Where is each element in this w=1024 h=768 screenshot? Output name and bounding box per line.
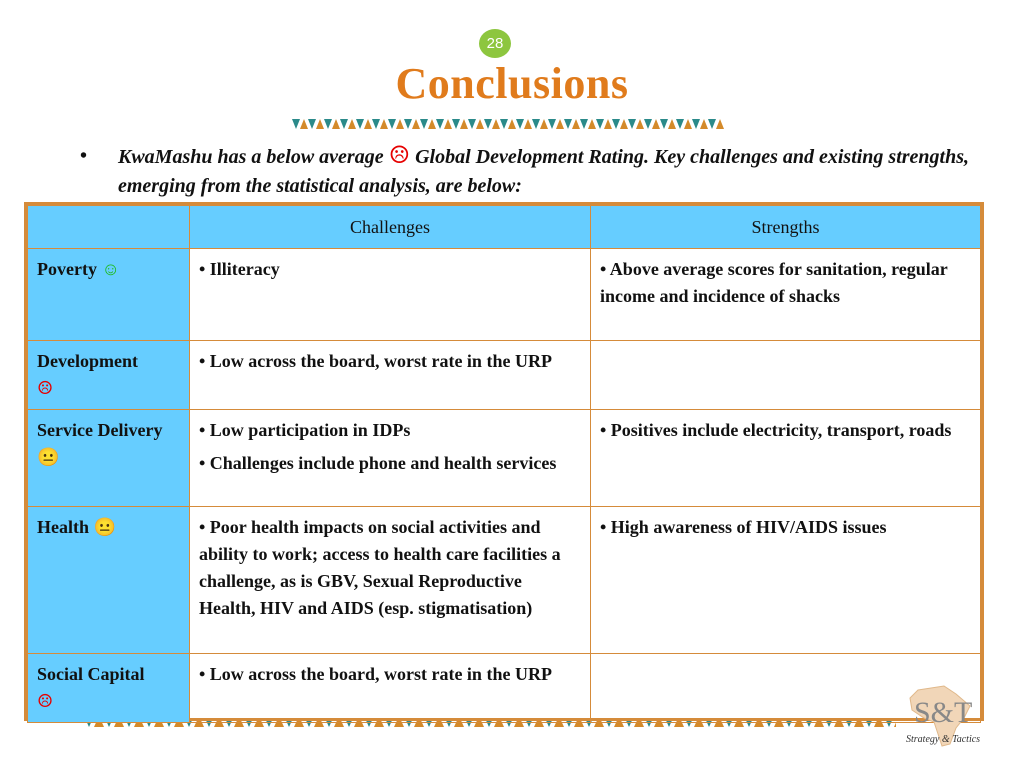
- challenges-cell: [190, 341, 591, 410]
- table-row: [28, 410, 981, 507]
- challenge-item: • Illiteracy: [199, 259, 280, 279]
- row-label-text: Health: [37, 517, 89, 537]
- strength-item: • Above average scores for sanitation, regular income and incidence of shacks: [600, 259, 948, 306]
- strategy-tactics-logo: [884, 682, 996, 754]
- header-empty: [28, 206, 190, 249]
- table-row: [28, 507, 981, 654]
- challenge-item: • Poor health impacts on social activities and ability to work; access to health care facilities a challenge, as is GBV, Sexual Reproductive Health, HIV and AIDS (esp. stigmatisation): [199, 517, 561, 618]
- challenge-item: • Low across the board, worst rate in the URP: [199, 664, 552, 684]
- strength-item: • High awareness of HIV/AIDS issues: [600, 517, 887, 537]
- challenge-item: • Challenges include phone and health services: [199, 453, 557, 473]
- summary-text-start: KwaMashu has a below average: [118, 146, 384, 168]
- challenges-cell: [190, 507, 591, 654]
- page-number-badge: 28: [479, 29, 511, 58]
- header-challenges: Challenges: [190, 206, 591, 249]
- row-label-social-capital: [28, 654, 190, 723]
- table-row: [28, 249, 981, 341]
- challenges-cell: [190, 654, 591, 723]
- row-label-text: Service Delivery: [37, 420, 163, 440]
- conclusions-table: [24, 202, 984, 721]
- strength-item: • Positives include electricity, transport, roads: [600, 420, 952, 440]
- challenges-cell: [190, 249, 591, 341]
- bullet-dot: •: [80, 145, 88, 167]
- row-label-text: Social Capital: [37, 664, 145, 684]
- row-label-health: [28, 507, 190, 654]
- challenges-cell: [190, 410, 591, 507]
- strengths-cell: [591, 410, 981, 507]
- header-strengths: Strengths: [591, 206, 981, 249]
- frown-icon: ☹: [37, 691, 54, 711]
- row-label-poverty: [28, 249, 190, 341]
- frown-icon: ☹: [388, 143, 411, 169]
- decorative-triangle-band-top: [292, 119, 724, 131]
- row-label-text: Development: [37, 351, 138, 371]
- row-label-development: [28, 341, 190, 410]
- strengths-cell: [591, 341, 981, 410]
- table-header-row: [28, 206, 981, 249]
- challenge-item: • Low participation in IDPs: [199, 420, 411, 440]
- frown-icon: ☹: [37, 378, 54, 398]
- table-row: [28, 654, 981, 723]
- smiley-icon: ☺: [101, 259, 120, 279]
- summary-text: [118, 142, 978, 201]
- row-label-text: Poverty: [37, 259, 97, 279]
- slide-title: Conclusions: [395, 59, 629, 108]
- neutral-face-icon: 😐: [37, 447, 60, 467]
- challenge-item: • Low across the board, worst rate in the URP: [199, 351, 552, 371]
- strengths-cell: [591, 249, 981, 341]
- table-row: [28, 341, 981, 410]
- summary-text-end: Global Development Rating. Key challenges and existing strengths, emerging from the statistical analysis, are below:: [118, 146, 970, 197]
- row-label-service-delivery: [28, 410, 190, 507]
- strengths-cell: [591, 507, 981, 654]
- logo-letters: S&T: [914, 696, 973, 729]
- neutral-face-icon: 😐: [93, 517, 116, 537]
- logo-subtitle: Strategy & Tactics: [906, 734, 981, 745]
